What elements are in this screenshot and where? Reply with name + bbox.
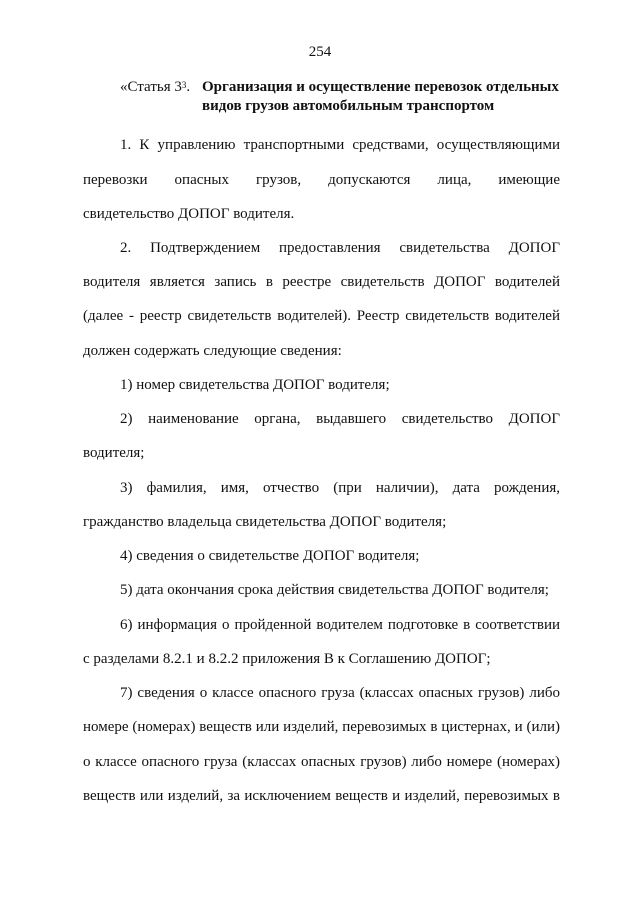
text-line: с разделами 8.2.1 и 8.2.2 приложения В к Соглашению ДОПОГ; <box>83 651 491 667</box>
text-line: водителя; <box>83 445 145 461</box>
text-line: 4) сведения о свидетельстве ДОПОГ водителя; <box>120 548 420 564</box>
text-line: 2. Подтверждением предоставления свидетельства ДОПОГ <box>120 240 560 256</box>
text-line: 2) наименование органа, выдавшего свидетельство ДОПОГ <box>120 411 560 427</box>
text-line: водителя является запись в реестре свидетельств ДОПОГ водителей <box>83 274 560 290</box>
text-line: перевозки опасных грузов, допускаются лица, имеющие <box>83 172 560 188</box>
text-line: (далее - реестр свидетельств водителей). Реестр свидетельств водителей <box>83 308 560 324</box>
text-line: 7) сведения о классе опасного груза (классах опасных грузов) либо <box>120 685 560 701</box>
page-number: 254 <box>308 44 332 60</box>
text-line: 1) номер свидетельства ДОПОГ водителя; <box>120 377 390 393</box>
text-line: должен содержать следующие сведения: <box>83 343 342 359</box>
text-line: 3) фамилия, имя, отчество (при наличии), дата рождения, <box>120 480 560 496</box>
article-superscript: 3 <box>181 80 187 90</box>
article-label: «Статья $3^3$. <box>120 79 191 95</box>
article-title: Организация и осуществление перевозок отдельных видов грузов автомобильным транспортом <box>202 79 559 114</box>
text-line: 6) информация о пройденной водителем подготовке в соответствии <box>120 617 560 633</box>
text-line: 1. К управлению транспортными средствами, осуществляющими <box>120 137 560 153</box>
text-line: о классе опасного груза (классах опасных грузов) либо номере (номерах) <box>83 754 560 770</box>
text-line: свидетельство ДОПОГ водителя. <box>83 206 295 222</box>
text-line: 5) дата окончания срока действия свидетельства ДОПОГ водителя; <box>120 582 549 598</box>
text-line: номере (номерах) веществ или изделий, перевозимых в цистернах, и (или) <box>83 719 560 735</box>
text-line: гражданство владельца свидетельства ДОПОГ водителя; <box>83 514 447 530</box>
text-line: веществ или изделий, за исключением веществ и изделий, перевозимых в <box>83 788 560 804</box>
